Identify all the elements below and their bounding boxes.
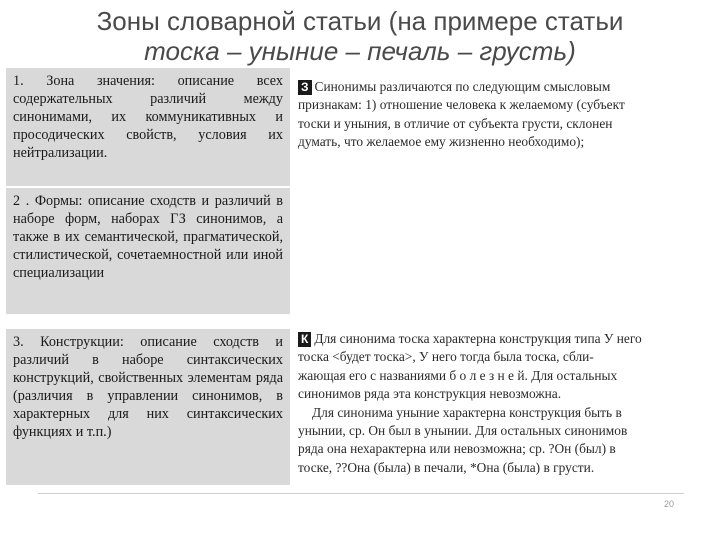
dictionary-excerpt-constructions bbox=[298, 330, 716, 477]
slide-title-line2 bbox=[0, 36, 720, 66]
excerpt-marker: К bbox=[298, 332, 311, 347]
footer-divider bbox=[38, 493, 684, 494]
excerpt-line: унынии, ср. Он был в унынии. Для остальных синонимов bbox=[298, 423, 628, 439]
excerpt-marker: З bbox=[298, 80, 312, 95]
excerpt-line: Для синонима уныние характерна конструкция быть в bbox=[312, 404, 622, 420]
zone-forms-text: 2 . Формы: описание сходств и различий в наборе форм, наборах ГЗ синонимов, а также в их семантической, прагматической, стилистической, сочетаемностной или иной специализации bbox=[13, 193, 283, 281]
dictionary-excerpt-meaning bbox=[298, 78, 716, 152]
excerpt-line: признакам: 1) отношение человека к желаемому (субъект bbox=[298, 97, 625, 113]
slide-title bbox=[0, 6, 720, 66]
excerpt-line bbox=[298, 78, 716, 96]
excerpt-line: тоски и уныния, в отличие от субъекта грусти, склонен bbox=[298, 115, 613, 131]
excerpt-line: ряда она нехарактерна или невозможна; ср. ?Он (был) в bbox=[298, 441, 616, 457]
excerpt-line: тоска <будет тоска>, У него тогда была тоска, сбли- bbox=[298, 349, 594, 365]
slide-title-line1: Зоны словарной статьи (на примере статьи bbox=[96, 6, 624, 36]
zone-constructions-box bbox=[6, 329, 290, 485]
zone-meaning-text: 1. Зона значения: описание всех содержательных различий между синонимами, их коммуникативных и просодических свойств, условия их нейтрализации. bbox=[13, 73, 283, 161]
zone-meaning-box bbox=[6, 68, 290, 186]
excerpt-line-text: Синонимы различаются по следующим смысловым bbox=[314, 79, 611, 94]
page-number: 20 bbox=[664, 499, 675, 509]
zone-forms-box bbox=[6, 188, 290, 314]
excerpt-line-text: Для синонима тоска характерна конструкция типа У него bbox=[314, 331, 642, 346]
excerpt-line: синонимов ряда эта конструкция невозможна. bbox=[298, 386, 562, 402]
excerpt-line: думать, что желаемое ему жизненно необходимо); bbox=[298, 134, 585, 150]
slide-title-example: тоска – уныние – печаль – грусть) bbox=[144, 36, 576, 66]
excerpt-line bbox=[298, 330, 716, 348]
excerpt-line: тоске, ??Она (была) в печали, *Она (была) в грусти. bbox=[298, 459, 595, 475]
zone-constructions-text: 3. Конструкции: описание сходств и различий в наборе синтаксических конструкций, свойственных элементам ряда (различия в управлении синонимов, в характерных для них синтаксических функциях и т.п.) bbox=[13, 334, 283, 440]
excerpt-line: жающая его с названиями б о л е з н е й. Для остальных bbox=[298, 367, 618, 383]
